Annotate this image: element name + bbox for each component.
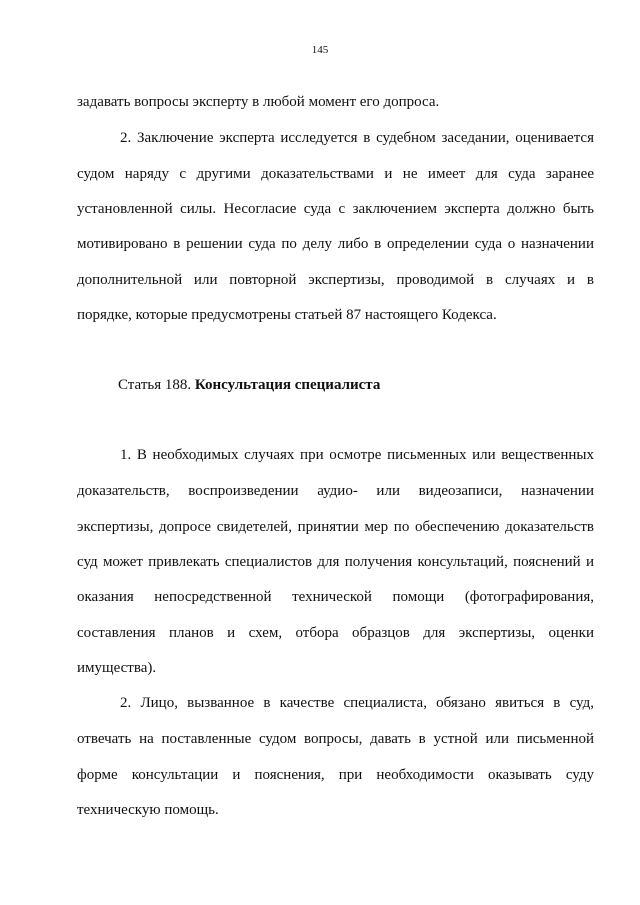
text-line: оказания непосредственной технической помощи (фотографирования, <box>77 589 594 605</box>
text-line: форме консультации и пояснения, при необходимости оказывать суду <box>77 767 594 783</box>
text-line: 1. В необходимых случаях при осмотре письменных или вещественных <box>120 447 594 463</box>
text-line: установленной силы. Несогласие суда с заключением эксперта должно быть <box>77 201 594 217</box>
text-line: мотивировано в решении суда по делу либо в определении суда о назначении <box>77 236 594 252</box>
text-line: суд может привлекать специалистов для получения консультаций, пояснений и <box>77 554 594 570</box>
page-number: 145 <box>311 44 329 56</box>
text-line: доказательств, воспроизведении аудио- или видеозаписи, назначении <box>77 483 594 499</box>
article-heading <box>118 374 380 396</box>
article-title: Консультация специалиста <box>194 377 381 393</box>
text-line: имущества). <box>77 660 157 676</box>
text-line: отвечать на поставленные судом вопросы, давать в устной или письменной <box>77 731 594 747</box>
text-line: порядке, которые предусмотрены статьей 87 настоящего Кодекса. <box>77 307 497 323</box>
text-line: судом наряду с другими доказательствами и не имеет для суда заранее <box>77 166 594 182</box>
text-line: 2. Лицо, вызванное в качестве специалиста, обязано явиться в суд, <box>120 695 594 711</box>
text-line: задавать вопросы эксперту в любой момент его допроса. <box>77 94 440 110</box>
article-number: Статья 188. <box>118 377 195 393</box>
text-line: экспертизы, допросе свидетелей, принятии мер по обеспечению доказательств <box>77 519 594 535</box>
text-line: техническую помощь. <box>77 802 219 818</box>
text-line: дополнительной или повторной экспертизы, проводимой в случаях и в <box>77 272 594 288</box>
text-line: 2. Заключение эксперта исследуется в судебном заседании, оценивается <box>120 130 594 146</box>
text-line: составления планов и схем, отбора образцов для экспертизы, оценки <box>77 625 594 641</box>
